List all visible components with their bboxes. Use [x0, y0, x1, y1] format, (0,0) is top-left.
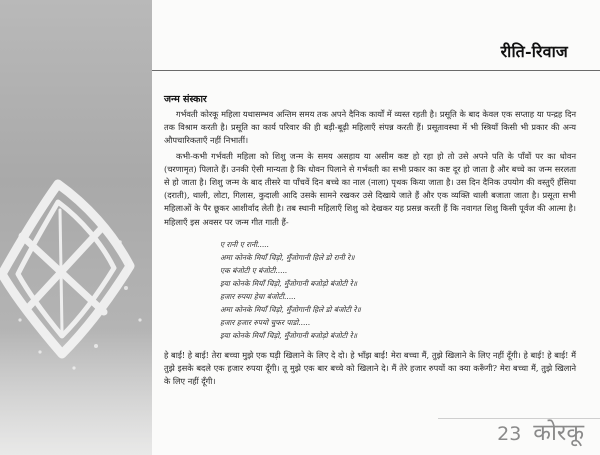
page-number: 23: [497, 423, 522, 445]
main-content: [164, 92, 576, 390]
title-divider: [152, 70, 600, 71]
song-line: अमा कोनके मियाँ चिड़ो, मुँजोगानी हिले डो बंजोटी रे॥: [220, 304, 361, 314]
sidebar-fade: [0, 330, 152, 455]
song-line: इया कोनके मियाँ चिड़ो, मुँजोगानी बजोड़ो बंजोटी रे॥: [220, 278, 358, 288]
footer-book-title: कोरकू: [533, 420, 584, 446]
song-line: अमा कोनके मियाँ चिड़ो, मुँजोगानी हिले डो रानी रे॥: [220, 252, 355, 262]
birth-song: [220, 238, 576, 342]
song-line: इया कोनके मियाँ चिड़ो, मुँजोगानी बजोड़ो बंजोटी रे॥: [220, 330, 358, 340]
paragraph-2: कभी-कभी गर्भवती महिला को शिशु जन्म के समय असहाय या असीम कष्ट हो रहा हो तो उसे अपने पति के पाँवों पर का धोवन (चरणामृत) पिलाते हैं। उनकी ऐसी मान्यता है कि धोवन पिलाने से गर्भवती का सभी प्रकार का कष्ट दूर हो जाता है और बच्चे का जन्म सरलता से हो जाता है। शिशु जन्म के बाद तीसरे या पाँचवें दिन बच्चे का नाल (नाला) पृथक किया जाता है। उस दिन दैनिक उपयोग की वस्तुएँ हँसिया (दराती), थाली, लोटा, गिलास, कुदाली आदि उसके सामने रखकर उसे दिखाये जाते हैं और एक व्यक्ति थाली बजाता जाता है। प्रसूता सभी महिलाओं के पैर छूकर आशीर्वाद लेती है। तब स्थानी महिलाएँ शिशु को देखकर यह प्रसन्न करती हैं कि नवागत शिशु किसी पूर्वज की आत्मा है। महिलाएँ इस अवसर पर जन्म गीत गाती हैं-: [164, 150, 576, 227]
song-line: ए रानी ए रानी.....: [220, 239, 269, 249]
song-line: हजार हजार रुपयो चुफर पाडो.....: [220, 317, 311, 327]
song-line: हजार रुपया हेचा बंजोटी.....: [220, 291, 296, 301]
page-footer: [497, 415, 584, 447]
closing-paragraph: हे बाई! हे बाई! तेरा बच्चा मुझे एक घड़ी खिलाने के लिए दे दो। हे भाँझ बाई! मेरा बच्चा मैं, तुझे खिलाने के लिए नहीं दूँगी। हे बाई! हे बाई! मैं तुझे इसके बदले एक हजार रुपया दूँगी। तू मुझे एक बार बच्चे को खिलाने दे। मैं तेरे हजार रुपयों का क्या करूँगी? मेरा बच्चा मैं, तुझे खिलाने के लिए नहीं दूँगी।: [164, 349, 576, 387]
chapter-title: रीति-रिवाज: [500, 42, 568, 61]
song-line: एक बंजोटी ए बंजोटी.....: [220, 265, 288, 275]
section-heading: जन्म संस्कार: [164, 94, 207, 105]
decorative-sidebar: [0, 0, 152, 455]
paragraph-1: गर्भवती कोरकू महिला यथासम्भव अन्तिम समय तक अपने दैनिक कार्यों में व्यस्त रहती है। प्रसूति के बाद केवल एक सप्ताह या पन्द्रह दिन तक विश्राम करती है। प्रसूति का कार्य परिवार की ही बड़ी-बूढ़ी महिलाएँ संपन्न करती हैं। प्रसूतावस्था में भी स्त्रियाँ किसी भी प्रकार की अन्य औपचारिकताएँ नहीं निभातीं।: [164, 109, 576, 146]
